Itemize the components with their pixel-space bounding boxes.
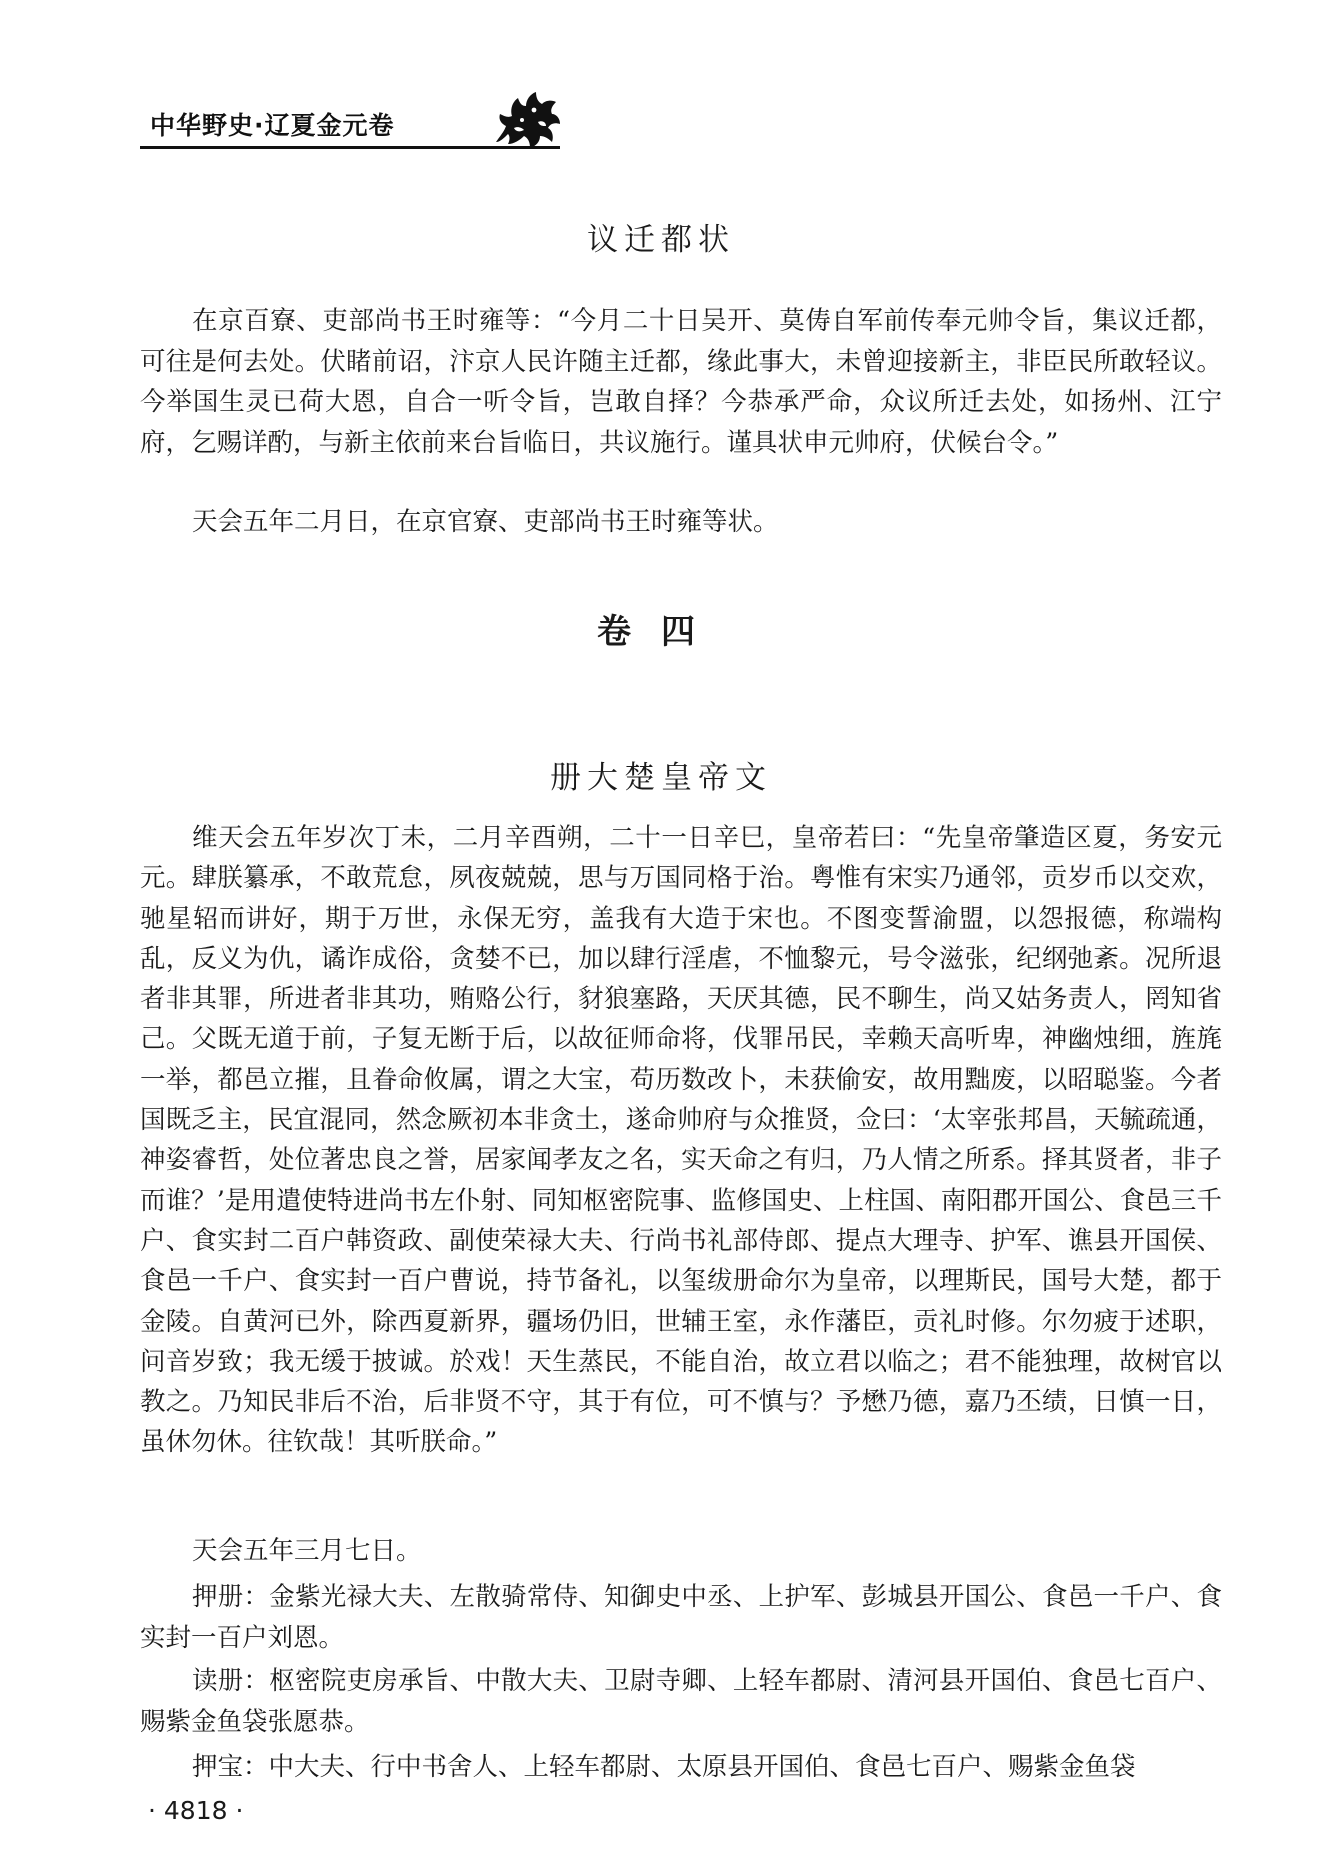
book-title: 中华野史·辽夏金元卷 <box>150 111 395 140</box>
body-paragraph: 在京百寮、吏部尚书王时雍等：“今月二十日吴开、莫俦自军前传奉元帅令旨，集议迁都，可往是何去处。伏睹前诏，汴京人民许随主迁都，缘此事大，未曾迎接新主，非臣民所敢轻议。今举国生灵已荷大恩，自合一听令旨，岂敢自择？今恭承严命，众议所迁去处，如扬州、江宁府，乞赐详酌，与新主依前来台旨临日，共议施行。谨具状申元帅府，伏候台令。” <box>140 306 1222 458</box>
volume-heading: 卷四 <box>597 612 725 652</box>
body-paragraph: 维天会五年岁次丁未，二月辛酉朔，二十一日辛巳，皇帝若曰：“先皇帝肇造区夏，务安元元。肆朕纂承，不敢荒怠，夙夜兢兢，思与万国同格于治。粤惟有宋实乃通邻，贡岁币以交欢，驰星轺而讲好，期于万世，永保无穷，盖我有大造于宋也。不图变誓渝盟，以怨报德，称端构乱，反义为仇，谲诈成俗，贪婪不已，加以肆行淫虐，不恤黎元，号令滋张，纪纲弛紊。况所退者非其罪，所进者非其功，贿赂公行，豺狼塞路，天厌其德，民不聊生，尚又姑务责人，罔知省己。父既无道于前，子复无断于后，以故征师命将，伐罪吊民，幸赖天高听卑，神幽烛细，旌旄一举，都邑立摧，且眷命攸属，谓之大宝，苟历数改卜，未获偷安，故用黜废，以昭聪鉴。今者国既乏主，民宜混同，然念厥初本非贪土，遂命帅府与众推贤，佥曰：‘太宰张邦昌，天毓疏通，神姿睿哲，处位著忠良之誉，居家闻孝友之名，实天命之有归，乃人情之所系。择其贤者，非子而谁？’是用遣使特进尚书左仆射、同知枢密院事、监修国史、上柱国、南阳郡开国公、食邑三千户、食实封二百户韩资政、副使荣禄大夫、行尚书礼部侍郎、提点大理寺、护军、谯县开国侯、食邑一千户、食实封一百户曹说，持节备礼，以玺绂册命尔为皇帝，以理斯民，国号大楚，都于金陵。自黄河已外，除西夏新界，疆场仍旧，世辅王室，永作藩臣，贡礼时修。尔勿疲于述职，问音岁致；我无缓于披诚。於戏！天生蒸民，不能自治，故立君以临之；君不能独理，故树官以教之。乃知民非后不治，后非贤不守，其于有位，可不慎与？予懋乃德，嘉乃丕绩，日慎一日，虽休勿休。往钦哉！其听朕命。” <box>140 823 1222 1458</box>
body-paragraph: 读册：枢密院吏房承旨、中散大夫、卫尉寺卿、上轻车都尉、清河县开国伯、食邑七百户、赐紫金鱼袋张愿恭。 <box>140 1666 1222 1737</box>
dragon-emblem-icon <box>490 86 564 150</box>
body-paragraph: 天会五年三月七日。 <box>192 1536 422 1566</box>
section-title: 议迁都状 <box>587 222 735 258</box>
body-paragraph: 押册：金紫光禄大夫、左散骑常侍、知御史中丞、上护军、彭城县开国公、食邑一千户、食实封一百户刘恩。 <box>140 1582 1222 1653</box>
body-paragraph: 押宝：中大夫、行中书舍人、上轻车都尉、太原县开国伯、食邑七百户、赐紫金鱼袋 <box>192 1752 1136 1782</box>
header-rule <box>140 146 560 149</box>
body-paragraph: 天会五年二月日，在京官寮、吏部尚书王时雍等状。 <box>192 507 779 537</box>
page-number: · 4818 · <box>148 1796 244 1825</box>
section-title: 册大楚皇帝文 <box>550 760 772 796</box>
running-header <box>140 84 560 150</box>
